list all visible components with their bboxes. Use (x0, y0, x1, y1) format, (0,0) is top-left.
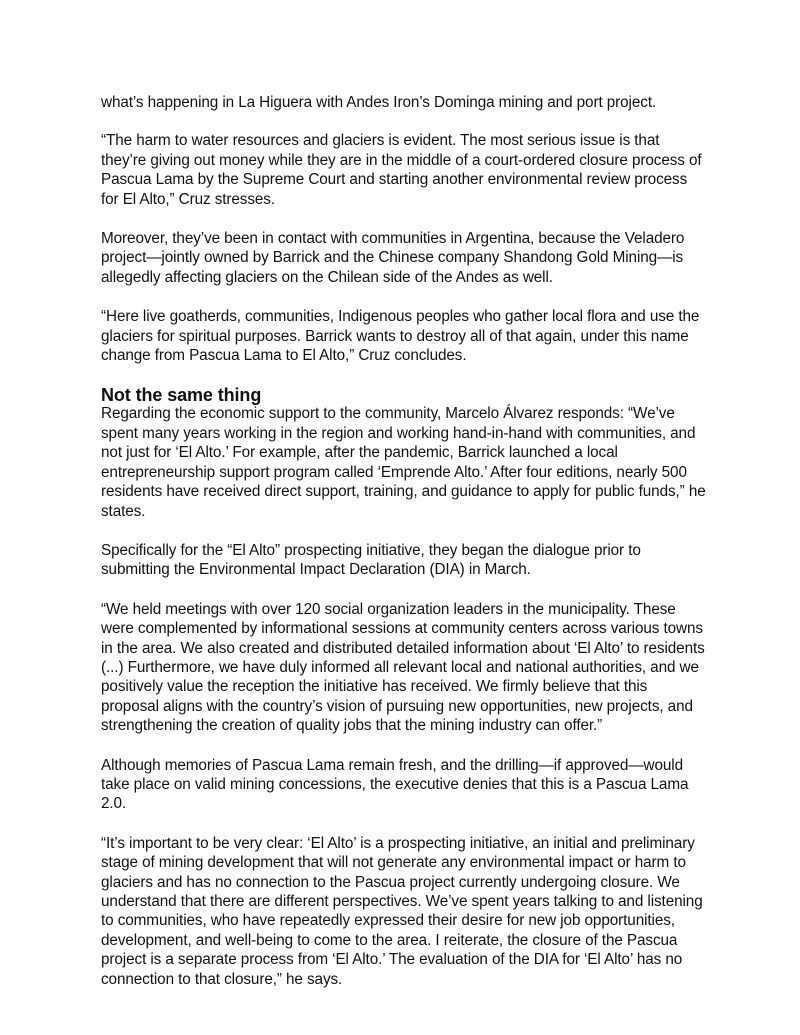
paragraph-veladero-argentina: Moreover, they’ve been in contact with communities in Argentina, because the Veladero project—jointly owned by Barrick and the Chinese company Shandong Gold Mining—is allegedly affecting glaciers on the Chilean side of the Andes as well. (101, 230, 685, 286)
paragraph-prospecting-quote: “It’s important to be very clear: ‘El Alto’ is a prospecting initiative, an initial and preliminary stage of mining development that will not generate any environmental impact or harm to glaciers and has no connection to the Pascua project currently undergoing closure. We understand that there are different perspectives. We’ve spent years talking to and listening to communities, who have repeatedly expressed their desire for new job opportunities, development, and well-being to come to the area. I reiterate, the closure of the Pascua project is a separate process from ‘El Alto.’ The evaluation of the DIA for ‘El Alto’ has no connection to that closure,” he says. (101, 834, 703, 988)
document-page (101, 93, 706, 1009)
paragraph-pascua-lama-denial: Although memories of Pascua Lama remain fresh, and the drilling—if approved—would take place on valid mining concessions, the executive denies that this is a Pascua Lama 2.0. (101, 756, 689, 813)
paragraph-cruz-quote-goatherds: “Here live goatherds, communities, Indigenous peoples who gather local flora and use the glaciers for spiritual purposes. Barrick wants to destroy all of that again, under this name change from Pascua Lama to El Alto,” Cruz concludes. (101, 308, 700, 365)
paragraph-cruz-quote-harm: “The harm to water resources and glaciers is evident. The most serious issue is that they’re giving out money while they are in the middle of a court-ordered closure process of Pascua Lama by the Supreme Court and starting another environmental review process for El Alto,” Cruz stresses. (101, 132, 702, 208)
paragraph-alvarez-response: Regarding the economic support to the community, Marcelo Álvarez responds: “We’ve spent many years working in the region and working hand-in-hand with communities, and not just for ‘El Alto.’ For example, after the pandemic, Barrick launched a local entrepreneurship support program called ‘Emprende Alto.’ After four editions, nearly 500 residents have received direct support, training, and guidance to apply for public funds,” he states. (101, 405, 706, 520)
paragraph-dominga-continuation: what’s happening in La Higuera with Andes Iron’s Dominga mining and port project. (101, 94, 657, 111)
section-heading: Not the same thing (101, 385, 262, 406)
paragraph-dia-dialogue: Specifically for the “El Alto” prospecting initiative, they began the dialogue prior to submitting the Environmental Impact Declaration (DIA) in March. (101, 541, 641, 579)
paragraph-meetings-quote: “We held meetings with over 120 social organization leaders in the municipality. These were complemented by informational sessions at community centers across various towns in the area. We also created and distributed detailed information about ‘El Alto’ to residents (...) Furthermore, we have duly informed all relevant local and national authorities, and we positively value the reception the initiative has received. We firmly believe that this proposal aligns with the country’s vision of pursuing new opportunities, new projects, and strengthening the creation of quality jobs that the mining industry can offer.” (101, 600, 705, 735)
